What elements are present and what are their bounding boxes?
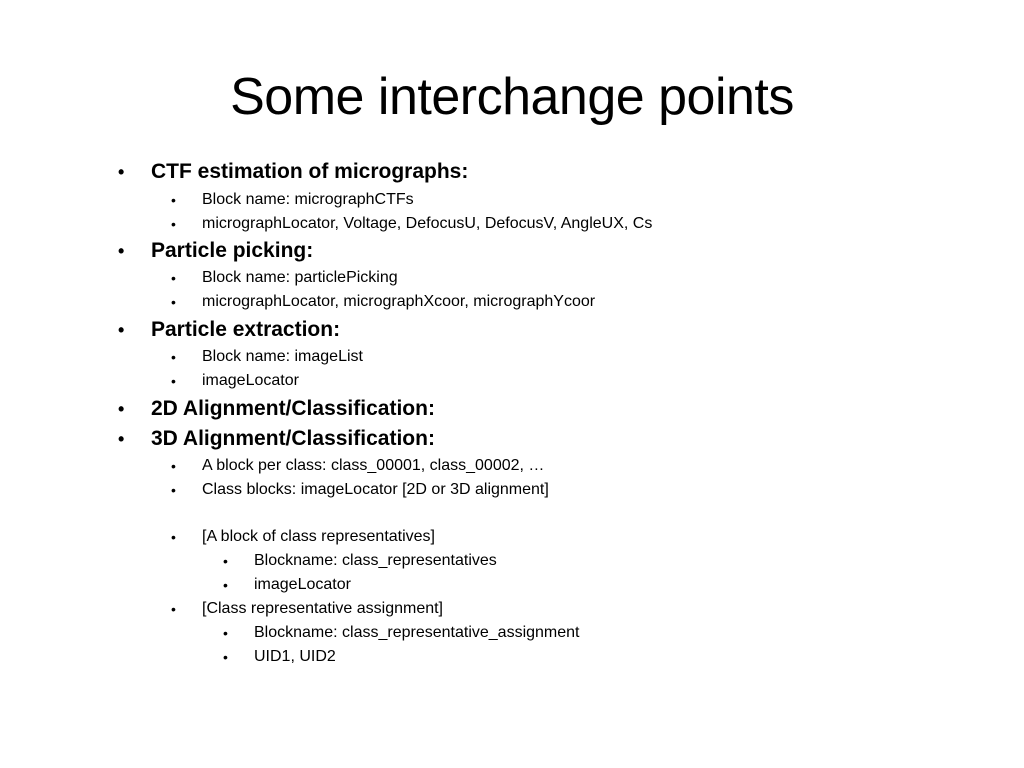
list-item-text: Blockname: class_representative_assignment	[254, 624, 580, 641]
list-item	[171, 292, 596, 312]
list-item-text: [A block of class representatives]	[202, 528, 435, 545]
bullet-icon: •	[171, 601, 176, 617]
bullet-icon: •	[118, 429, 125, 449]
list-item	[171, 527, 435, 547]
list-item	[118, 159, 469, 185]
slide-title: Some interchange points	[230, 68, 794, 126]
bullet-icon: •	[223, 625, 228, 641]
list-item	[223, 551, 497, 571]
bullet-icon: •	[118, 320, 125, 340]
list-item-text: Block name: micrographCTFs	[202, 191, 414, 208]
list-item-text: CTF estimation of micrographs:	[151, 160, 469, 183]
list-item	[223, 575, 351, 595]
bullet-icon: •	[223, 649, 228, 665]
bullet-icon: •	[171, 270, 176, 286]
list-item-text: Block name: particlePicking	[202, 269, 398, 286]
bullet-icon: •	[223, 577, 228, 593]
list-item-text: Particle picking:	[151, 239, 314, 262]
bullet-icon: •	[171, 216, 176, 232]
list-item	[118, 396, 435, 422]
bullet-icon: •	[223, 553, 228, 569]
bullet-icon: •	[171, 458, 176, 474]
list-item	[171, 268, 398, 288]
list-item	[118, 317, 341, 343]
list-item-text: 3D Alignment/Classification:	[151, 427, 435, 450]
list-item-text: micrographLocator, Voltage, DefocusU, DefocusV, AngleUX, Cs	[202, 215, 653, 232]
list-item	[171, 214, 653, 234]
list-item-text: micrographLocator, micrographXcoor, micrographYcoor	[202, 293, 596, 310]
bullet-icon: •	[171, 373, 176, 389]
bullet-icon: •	[171, 529, 176, 545]
bullet-icon: •	[171, 192, 176, 208]
list-item	[118, 238, 314, 264]
bullet-icon: •	[118, 162, 125, 182]
list-item-text: Class blocks: imageLocator [2D or 3D alignment]	[202, 481, 549, 498]
list-item	[171, 456, 545, 476]
bullet-icon: •	[171, 482, 176, 498]
list-item-text: UID1, UID2	[254, 648, 336, 665]
list-item-text: 2D Alignment/Classification:	[151, 397, 435, 420]
bullet-icon: •	[171, 294, 176, 310]
list-item	[171, 371, 299, 391]
list-item	[171, 599, 443, 619]
list-item	[171, 190, 414, 210]
list-item-text: A block per class: class_00001, class_00002, …	[202, 457, 545, 474]
list-item	[171, 480, 549, 500]
list-item-text: Blockname: class_representatives	[254, 552, 497, 569]
list-item	[223, 623, 580, 643]
list-item	[223, 647, 336, 667]
list-item-text: imageLocator	[202, 372, 299, 389]
bullet-icon: •	[171, 349, 176, 365]
list-item-text: imageLocator	[254, 576, 351, 593]
list-item-text: Block name: imageList	[202, 348, 363, 365]
list-item-text: Particle extraction:	[151, 318, 341, 341]
list-item-text: [Class representative assignment]	[202, 600, 443, 617]
bullet-icon: •	[118, 241, 125, 261]
list-item	[171, 347, 363, 367]
bullet-icon: •	[118, 399, 125, 419]
list-item	[118, 426, 435, 452]
